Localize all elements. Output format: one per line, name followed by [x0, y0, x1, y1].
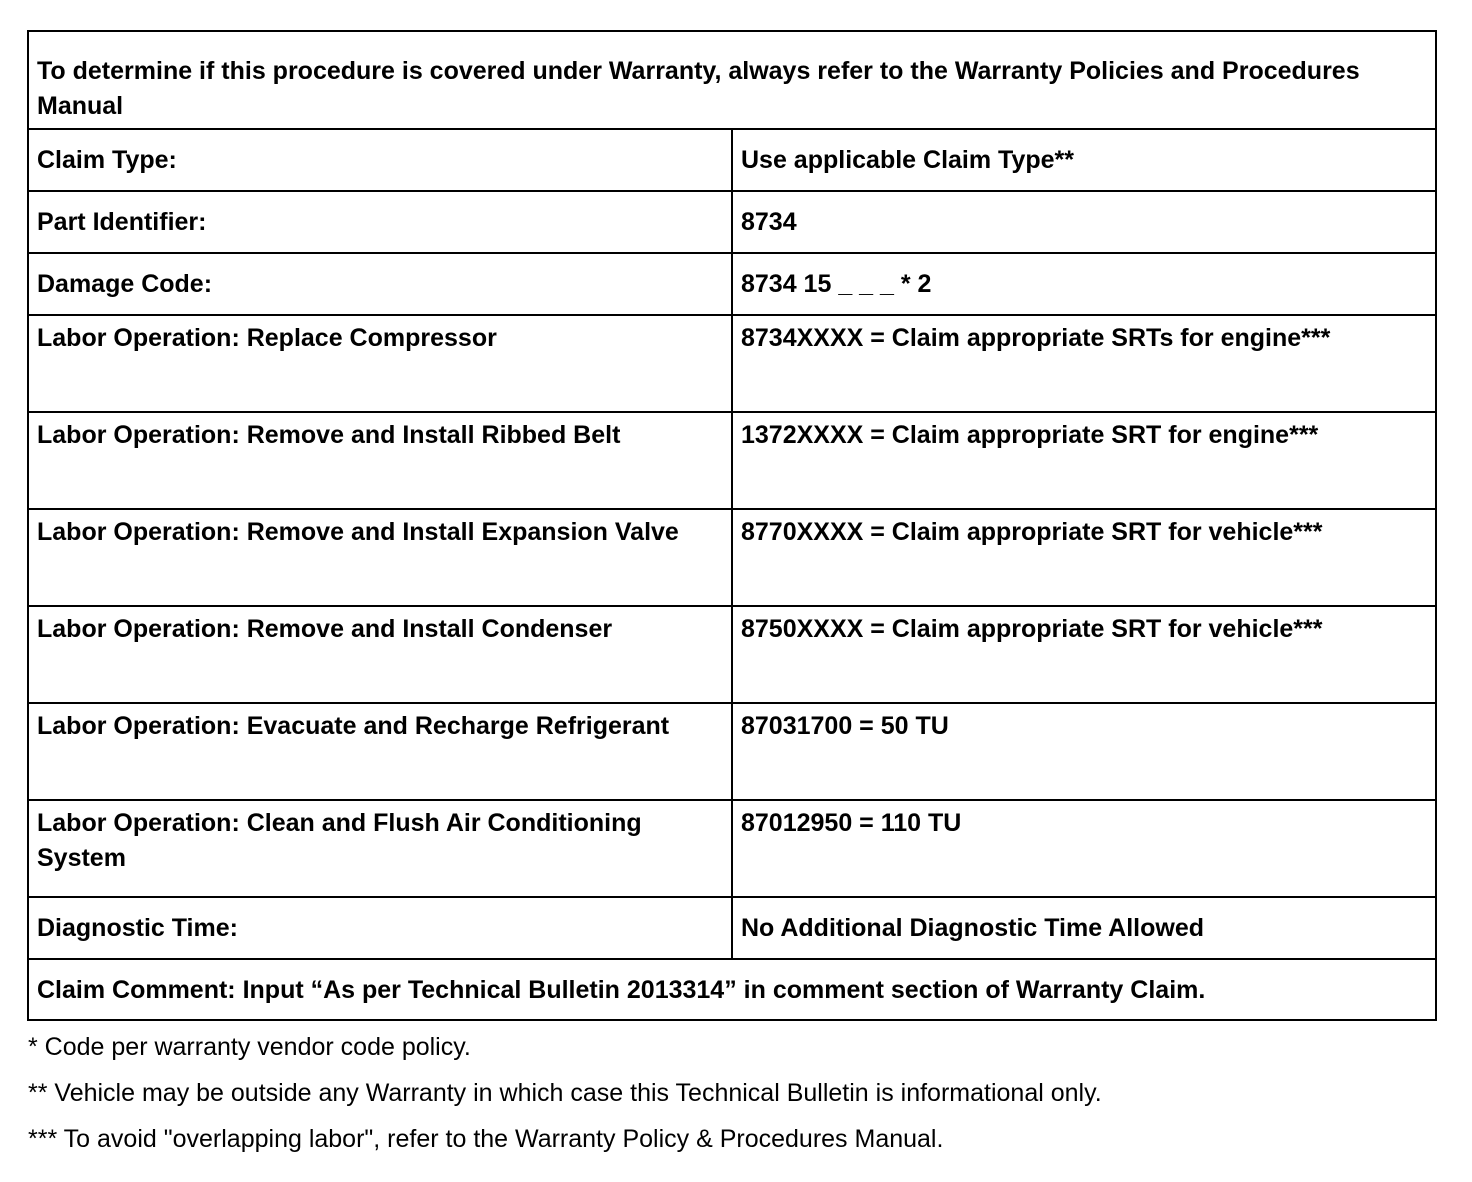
- footnote-overlapping-labor: *** To avoid "overlapping labor", refer to the Warranty Policy & Procedures Manual.: [28, 1125, 944, 1153]
- table-row: [28, 412, 1436, 509]
- diagnostic-time-value: No Additional Diagnostic Time Allowed: [732, 897, 1436, 959]
- table-row: [28, 897, 1436, 959]
- table-row: [28, 703, 1436, 800]
- labor-op-clean-flush-value: 87012950 = 110 TU: [732, 800, 1436, 897]
- table-row: [28, 315, 1436, 412]
- labor-op-condenser-value: 8750XXXX = Claim appropriate SRT for vehicle***: [732, 606, 1436, 703]
- labor-op-replace-compressor-value: 8734XXXX = Claim appropriate SRTs for engine***: [732, 315, 1436, 412]
- claim-type-label: Claim Type:: [28, 129, 732, 191]
- table-row: [28, 509, 1436, 606]
- table-row: [28, 191, 1436, 253]
- warranty-policy-notice: To determine if this procedure is covered under Warranty, always refer to the Warranty Policies and Procedures Manual: [28, 31, 1436, 129]
- labor-op-evacuate-recharge-label: Labor Operation: Evacuate and Recharge Refrigerant: [28, 703, 732, 800]
- diagnostic-time-label: Diagnostic Time:: [28, 897, 732, 959]
- labor-op-ribbed-belt-value: 1372XXXX = Claim appropriate SRT for engine***: [732, 412, 1436, 509]
- labor-op-clean-flush-label: Labor Operation: Clean and Flush Air Conditioning System: [28, 800, 732, 897]
- part-identifier-value: 8734: [732, 191, 1436, 253]
- labor-op-expansion-valve-label: Labor Operation: Remove and Install Expansion Valve: [28, 509, 732, 606]
- claim-comment: Claim Comment: Input “As per Technical Bulletin 2013314” in comment section of Warranty Claim.: [28, 959, 1436, 1020]
- table-header-row: [28, 31, 1436, 129]
- labor-op-expansion-valve-value: 8770XXXX = Claim appropriate SRT for vehicle***: [732, 509, 1436, 606]
- labor-op-evacuate-recharge-value: 87031700 = 50 TU: [732, 703, 1436, 800]
- claim-comment-row: [28, 959, 1436, 1020]
- warranty-table: [27, 30, 1437, 1021]
- damage-code-label: Damage Code:: [28, 253, 732, 315]
- labor-op-condenser-label: Labor Operation: Remove and Install Condenser: [28, 606, 732, 703]
- labor-op-ribbed-belt-label: Labor Operation: Remove and Install Ribbed Belt: [28, 412, 732, 509]
- table-row: [28, 606, 1436, 703]
- part-identifier-label: Part Identifier:: [28, 191, 732, 253]
- table-row: [28, 800, 1436, 897]
- claim-type-value: Use applicable Claim Type**: [732, 129, 1436, 191]
- labor-op-replace-compressor-label: Labor Operation: Replace Compressor: [28, 315, 732, 412]
- footnote-warranty-scope: ** Vehicle may be outside any Warranty in which case this Technical Bulletin is informational only.: [28, 1079, 1102, 1107]
- footnote-vendor-code: * Code per warranty vendor code policy.: [28, 1033, 471, 1061]
- footnotes: [28, 1030, 1448, 1168]
- damage-code-value: 8734 15 _ _ _ * 2: [732, 253, 1436, 315]
- table-row: [28, 129, 1436, 191]
- table-row: [28, 253, 1436, 315]
